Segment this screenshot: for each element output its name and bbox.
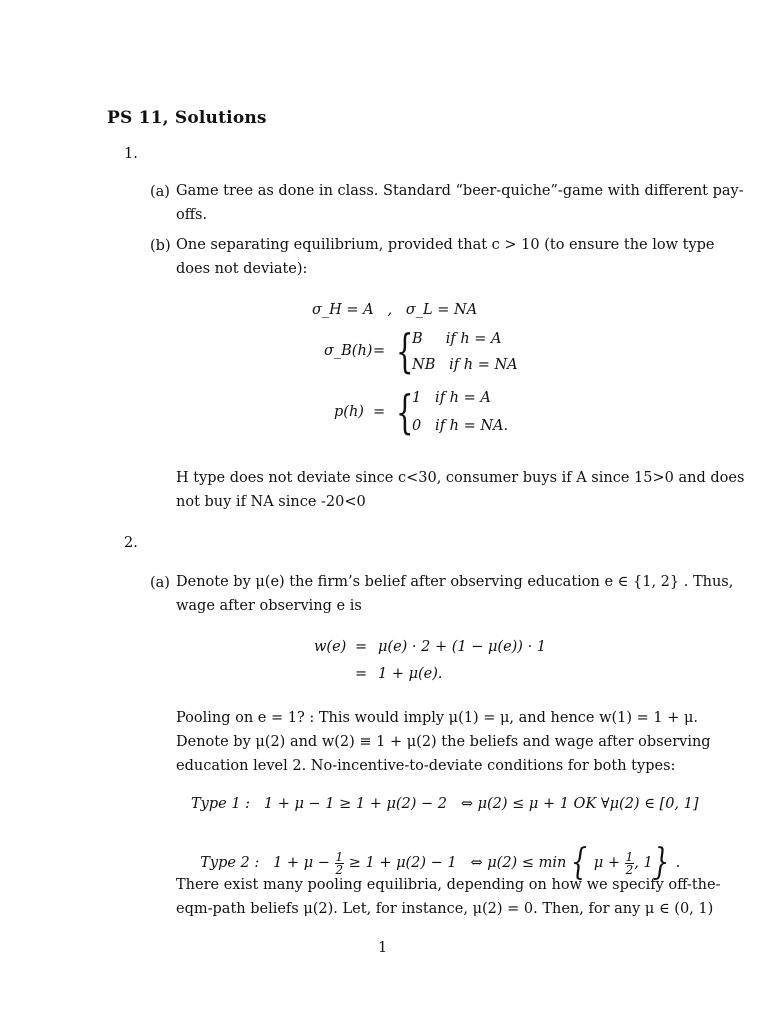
type1-condition: Type 1 : 1 + μ − 1 ≥ 1 + μ(2) − 2 ⇔ μ(2) ≤ μ + 1 OK ∀μ(2) ∈ [0, 1] — [191, 796, 699, 812]
w-lhs: w(e) — [314, 639, 347, 655]
eq-sigmaB-equals: = — [373, 343, 386, 359]
eq-sigmaB-lhs: σ_B(h) — [324, 343, 373, 359]
q1-a-label: (a) — [150, 184, 170, 200]
q2-a-line1: Denote by μ(e) the firm’s belief after observing education e ∈ {1, 2} . Thus, — [176, 574, 734, 590]
type2-end: . — [675, 855, 681, 871]
pool-line3: education level 2. No-incentive-to-deviate conditions for both types: — [176, 758, 676, 774]
page-title: PS 11, Solutions — [107, 108, 267, 128]
type2-brace-inner-post: , 1 — [634, 855, 653, 871]
w-rhs-2: 1 + μ(e). — [378, 666, 443, 682]
w-equals-2: = — [355, 666, 368, 682]
q2-a-label: (a) — [150, 575, 170, 591]
w-rhs-1: μ(e) · 2 + (1 − μ(e)) · 1 — [378, 639, 547, 655]
left-brace-icon: { — [570, 842, 587, 883]
right-brace-icon: } — [652, 842, 669, 883]
q1-a-line1: Game tree as done in class. Standard “beer-quiche”-game with different pay- — [176, 183, 744, 199]
q1-b-line2: does not deviate): — [176, 261, 308, 277]
left-brace-icon: { — [396, 324, 414, 378]
type2-brace-inner-pre: μ + — [593, 855, 625, 871]
type2-brace-fraction: $\frac{1}{2}$ — [625, 849, 634, 877]
q1-b-line1: One separating equilibrium, provided that c > 10 (to ensure the low type — [176, 237, 715, 253]
q1-a-line2: offs. — [176, 207, 208, 223]
q1-b-label: (b) — [150, 238, 171, 254]
section-number-2: 2. — [124, 535, 138, 551]
q1-after-line2: not buy if NA since -20<0 — [176, 494, 366, 510]
eq-p-case1: 1 if h = A — [412, 390, 491, 406]
type2-pre: Type 2 : 1 + μ − — [200, 855, 335, 871]
exist-line2: eqm-path beliefs μ(2). Let, for instance, μ(2) = 0. Then, for any μ ∈ (0, 1) — [176, 901, 714, 917]
q2-a-line2: wage after observing e is — [176, 598, 362, 614]
eq-p-equals: = — [373, 404, 386, 420]
page-number: 1 — [378, 940, 388, 956]
eq-p-case2: 0 if h = NA. — [412, 418, 509, 434]
section-number-1: 1. — [124, 146, 138, 162]
eq-sigma-line: σ_H = A , σ_L = NA — [312, 302, 478, 318]
type2-mid: ≥ 1 + μ(2) − 1 ⇔ μ(2) ≤ min — [344, 855, 571, 871]
pool-line1: Pooling on e = 1? : This would imply μ(1) = μ, and hence w(1) = 1 + μ. — [176, 710, 699, 726]
pool-line2: Denote by μ(2) and w(2) ≡ 1 + μ(2) the beliefs and wage after observing — [176, 734, 711, 750]
eq-sigmaB-case2: NB if h = NA — [412, 357, 518, 373]
w-equals-1: = — [355, 639, 368, 655]
left-brace-icon: { — [396, 385, 414, 439]
eq-sigmaB-case1: B if h = A — [412, 331, 502, 347]
eq-p-lhs: p(h) — [334, 404, 364, 420]
q1-after-line1: H type does not deviate since c<30, consumer buys if A since 15>0 and does — [176, 470, 745, 486]
exist-line1: There exist many pooling equilibria, depending on how we specify off-the- — [176, 877, 721, 893]
type2-fraction: $\frac{1}{2}$ — [335, 849, 344, 877]
